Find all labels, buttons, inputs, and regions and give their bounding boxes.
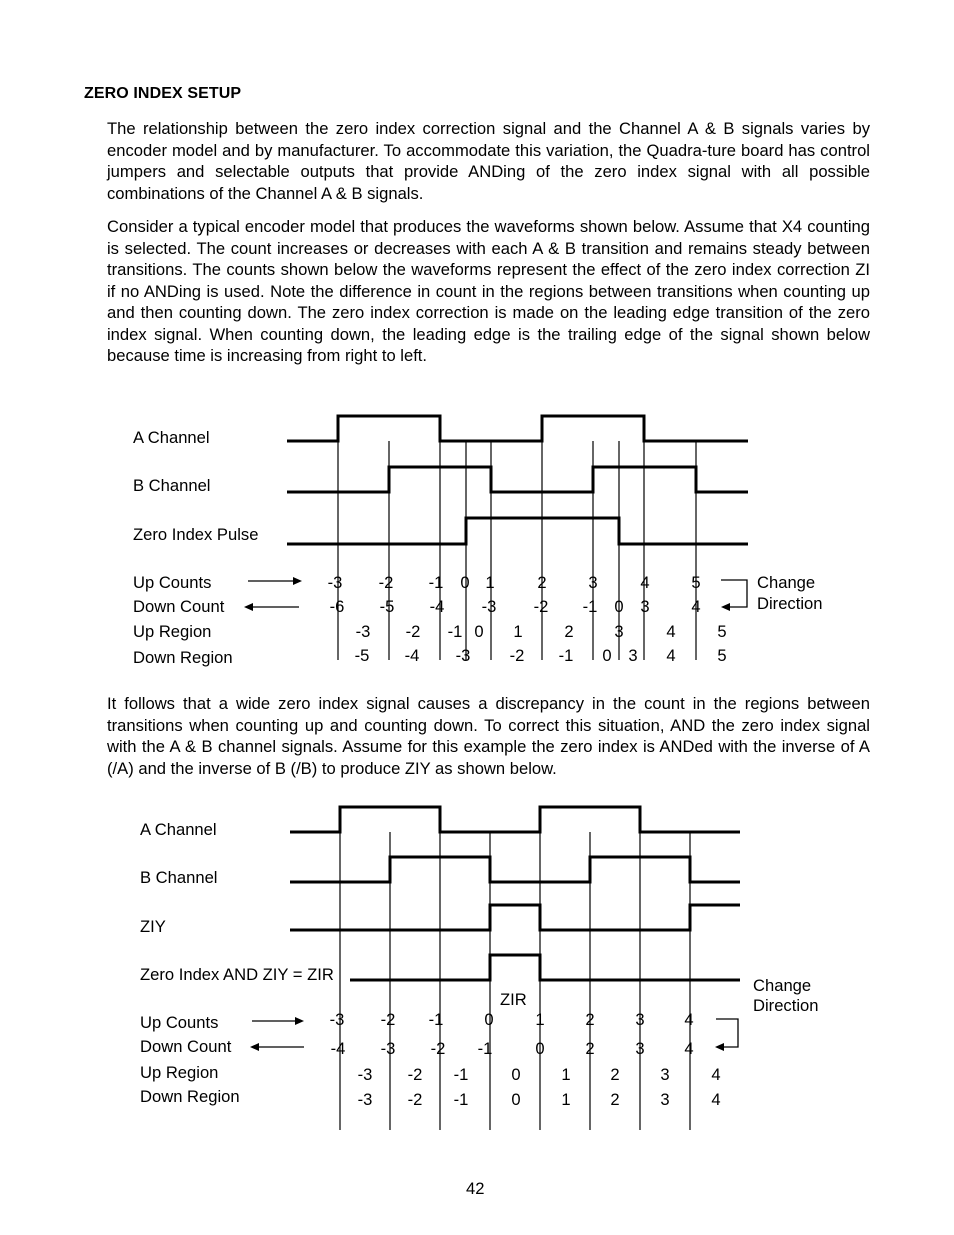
up-count-value: 1 <box>485 573 495 592</box>
label-a-channel: A Channel <box>133 428 210 447</box>
waveform-b-channel <box>290 857 740 882</box>
down-region-value: -3 <box>455 646 471 665</box>
paragraph-typical-encoder: Consider a typical encoder model that produces the waveforms shown below. Assume that X4 counting is selected. The count increases or decreases with each A & B transition and remains steady between transitions. The counts shown below the waveforms represent the effect of the zero index correction ZI if no ANDing is used. Note the difference in count in the regions between transitions when counting up and then counting down. The zero index correction is made on the leading edge transition of the zero index signal. When counting down, the leading edge is the trailing edge of the signal shown below because time is increasing from right to left. <box>107 217 870 365</box>
up-region-value: 0 <box>474 622 484 641</box>
up-count-value: -3 <box>329 1010 345 1029</box>
up-region-value: -1 <box>453 1065 469 1084</box>
up-region-value: 1 <box>513 622 523 641</box>
diagram2-down-region <box>358 1090 721 1109</box>
diagram1-signal-labels <box>133 428 258 544</box>
paragraph-anding: It follows that a wide zero index signal causes a discrepancy in the count in the regions between transitions when counting up and counting down. To correct this situation, AND the zero index signal with the A & B channel signals. Assume for this example the zero index is ANDed with the inverse of A (/A) and the inverse of B (/B) to produce ZIY as shown below. <box>107 694 870 778</box>
diagram1-down-region <box>355 646 727 665</box>
up-count-value: -2 <box>378 573 394 592</box>
up-count-value: 3 <box>635 1010 645 1029</box>
up-region-value: 2 <box>564 622 574 641</box>
down-region-value: -3 <box>357 1090 373 1109</box>
change-direction-bracket-icon <box>716 1019 738 1047</box>
down-region-value: 2 <box>610 1090 620 1109</box>
down-count-value: 3 <box>640 597 650 616</box>
change-direction-label-2: Direction <box>753 996 819 1015</box>
change-direction-label-2: Direction <box>757 594 823 613</box>
down-count-value: 4 <box>684 1039 694 1058</box>
arrow-left-head-icon <box>250 1043 259 1051</box>
up-count-value: -1 <box>428 1010 444 1029</box>
down-count-value: -1 <box>582 597 598 616</box>
up-region-value: -2 <box>405 622 421 641</box>
label-ziy: ZIY <box>140 917 166 936</box>
down-count-value: 0 <box>614 597 624 616</box>
up-count-value: 2 <box>537 573 547 592</box>
label-a-channel: A Channel <box>140 820 217 839</box>
down-region-value: -5 <box>354 646 370 665</box>
label-zero-index-pulse: Zero Index Pulse <box>133 525 259 544</box>
down-count-value: -2 <box>533 597 549 616</box>
down-count-value: -3 <box>380 1039 396 1058</box>
down-region-value: -2 <box>407 1090 423 1109</box>
down-region-value: 1 <box>561 1090 571 1109</box>
up-region-value: 4 <box>711 1065 721 1084</box>
waveform-zir <box>350 955 740 980</box>
waveform-zero-index <box>287 518 748 544</box>
label-down-region: Down Region <box>140 1087 240 1106</box>
down-count-value: -1 <box>477 1039 493 1058</box>
label-zero-index-and-ziy: Zero Index AND ZIY = ZIR <box>140 965 334 984</box>
down-count-value: 0 <box>535 1039 545 1058</box>
waveform-b-channel <box>287 467 748 492</box>
label-up-counts: Up Counts <box>133 573 212 592</box>
down-region-value: 3 <box>628 646 638 665</box>
label-up-counts: Up Counts <box>140 1013 219 1032</box>
up-region-value: 1 <box>561 1065 571 1084</box>
up-region-value: 4 <box>666 622 676 641</box>
diagram1-row-labels <box>133 573 233 667</box>
down-region-value: 4 <box>666 646 676 665</box>
waveform-a-channel <box>287 416 748 441</box>
label-up-region: Up Region <box>140 1063 219 1082</box>
up-region-value: 0 <box>511 1065 521 1084</box>
change-direction-label-1: Change <box>753 976 812 995</box>
down-region-value: 5 <box>717 646 727 665</box>
diagram1-down-counts <box>330 597 701 616</box>
up-region-value: -3 <box>355 622 371 641</box>
waveform-ziy <box>290 905 740 930</box>
down-count-value: -2 <box>430 1039 446 1058</box>
up-count-value: -1 <box>428 573 444 592</box>
down-count-value: -6 <box>329 597 345 616</box>
up-count-value: 0 <box>460 573 470 592</box>
down-region-value: -1 <box>558 646 574 665</box>
label-down-region: Down Region <box>133 648 233 667</box>
diagram1-up-region <box>356 622 727 641</box>
diagram2-direction-arrows <box>250 976 818 1051</box>
label-b-channel: B Channel <box>140 868 218 887</box>
diagram1-waveforms <box>287 416 748 544</box>
diagram2-waveforms <box>290 807 740 980</box>
down-count-value: 3 <box>635 1039 645 1058</box>
down-count-value: -3 <box>481 597 497 616</box>
down-count-value: -4 <box>330 1039 346 1058</box>
down-count-value: -4 <box>429 597 445 616</box>
down-region-value: 3 <box>660 1090 670 1109</box>
change-direction-arrow-head-icon <box>715 1043 724 1051</box>
label-down-count: Down Count <box>140 1037 232 1056</box>
label-zir: ZIR <box>500 990 527 1009</box>
up-count-value: 4 <box>684 1010 694 1029</box>
up-region-value: 5 <box>717 622 727 641</box>
waveform-a-channel <box>290 807 740 832</box>
page-number: 42 <box>466 1179 485 1198</box>
diagram2-transition-lines <box>340 832 690 1130</box>
down-region-value: -2 <box>509 646 525 665</box>
diagram2-up-region <box>358 1065 721 1084</box>
down-count-value: 2 <box>585 1039 595 1058</box>
diagram1-transition-lines <box>338 441 696 660</box>
arrow-left-head-icon <box>244 603 253 611</box>
diagram1-direction-arrows <box>244 573 822 613</box>
down-region-value: -4 <box>404 646 420 665</box>
up-count-value: 5 <box>691 573 701 592</box>
up-region-value: -3 <box>357 1065 373 1084</box>
down-count-value: 4 <box>691 597 701 616</box>
arrow-right-head-icon <box>295 1017 304 1025</box>
down-count-value: -5 <box>379 597 395 616</box>
up-region-value: -2 <box>407 1065 423 1084</box>
up-region-value: 2 <box>610 1065 620 1084</box>
up-count-value: 1 <box>535 1010 545 1029</box>
up-count-value: 4 <box>640 573 650 592</box>
down-region-value: 0 <box>511 1090 521 1109</box>
up-count-value: -2 <box>380 1010 396 1029</box>
change-direction-arrow-head-icon <box>721 603 730 611</box>
diagram2-up-counts <box>330 1010 694 1029</box>
label-up-region: Up Region <box>133 622 212 641</box>
arrow-right-head-icon <box>293 577 302 585</box>
up-count-value: 0 <box>484 1010 494 1029</box>
diagram1-up-counts <box>328 573 701 592</box>
change-direction-label-1: Change <box>757 573 816 592</box>
label-b-channel: B Channel <box>133 476 211 495</box>
change-direction-bracket-icon <box>721 580 747 607</box>
label-down-count: Down Count <box>133 597 225 616</box>
up-region-value: 3 <box>660 1065 670 1084</box>
up-count-value: 3 <box>588 573 598 592</box>
section-heading: ZERO INDEX SETUP <box>84 85 242 102</box>
diagram2-row-labels <box>140 1013 240 1106</box>
paragraph-intro: The relationship between the zero index correction signal and the Channel A & B signals varies by encoder model and by manufacturer. To accommodate this variation, the Quadra-ture board has control jumpers and selectable outputs that provide ANDing of the zero index signal with all possible combinations of the Channel A & B signals. <box>107 119 870 203</box>
up-count-value: 2 <box>585 1010 595 1029</box>
up-region-value: 3 <box>614 622 624 641</box>
down-region-value: 4 <box>711 1090 721 1109</box>
diagram2-signal-labels <box>140 820 334 984</box>
diagram2-down-counts <box>331 1039 694 1058</box>
up-region-value: -1 <box>447 622 463 641</box>
up-count-value: -3 <box>327 573 343 592</box>
down-region-value: -1 <box>453 1090 469 1109</box>
down-region-value: 0 <box>602 646 612 665</box>
